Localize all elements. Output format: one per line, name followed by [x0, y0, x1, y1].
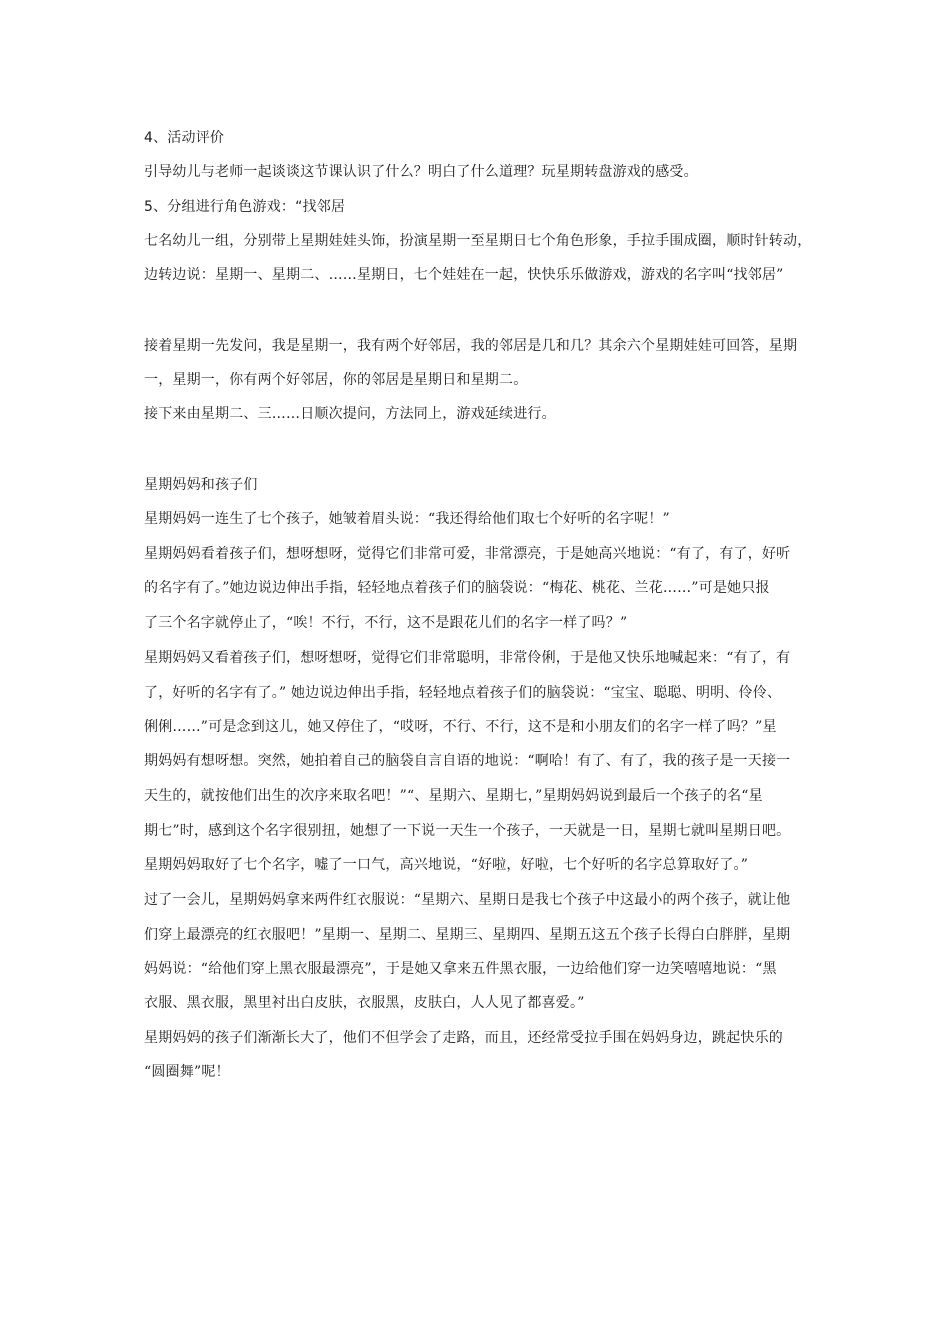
story-title: 星期妈妈和孩子们: [144, 477, 258, 493]
story-line: 了，好听的名字有了。” 她边说边伸出手指，轻轻地点着孩子们的脑袋说：“宝宝、聪聪、明明、伶伶、: [144, 685, 782, 701]
section-5-paragraph-1-line-2: 边转边说：星期一、星期二、……星期日，七个娃娃在一起，快快乐乐做游戏，游戏的名字叫“找邻居”: [144, 267, 784, 283]
story-line: 星期妈妈一连生了七个孩子，她皱着眉头说：“我还得给他们取七个好听的名字呢！”: [144, 511, 670, 527]
story-line: 衣服、黑衣服，黑里衬出白皮肤，衣服黑，皮肤白，人人见了都喜爱。”: [144, 995, 585, 1011]
section-4-heading: 4、活动评价: [144, 130, 225, 146]
section-4-text: 引导幼儿与老师一起谈谈这节课认识了什么？明白了什么道理？玩星期转盘游戏的感受。: [144, 164, 698, 180]
story-line: 星期妈妈看着孩子们，想呀想呀，觉得它们非常可爱，非常漂亮，于是她高兴地说：“有了，有了，好听: [144, 546, 791, 562]
story-line: 们穿上最漂亮的红衣服吧！”星期一、星期二、星期三、星期四、星期五这五个孩子长得白白胖胖，星期: [144, 927, 791, 943]
story-line: 期七”时，感到这个名字很别扭，她想了一下说一天生一个孩子，一天就是一日，星期七就叫星期日吧。: [144, 823, 791, 839]
story-line: 星期妈妈又看着孩子们，想呀想呀，觉得它们非常聪明，非常伶俐，于是他又快乐地喊起来：“有了，有: [144, 650, 791, 666]
story-line: 过了一会儿，星期妈妈拿来两件红衣服说：“星期六、星期日是我七个孩子中这最小的两个孩子，就让他: [144, 892, 791, 908]
story-line: 天生的，就按他们出生的次序来取名吧！”“、星期六、星期七，”星期妈妈说到最后一个孩子的名“星: [144, 788, 763, 804]
story-line: 的名字有了。”她边说边伸出手指，轻轻地点着孩子们的脑袋说：“梅花、桃花、兰花……”可是她只报: [144, 580, 770, 596]
section-5-paragraph-3: 接下来由星期二、三……日顺次提问，方法同上，游戏延续进行。: [144, 406, 556, 422]
story-line: 了三个名字就停止了，“唉！不行，不行，这不是跟花儿们的名字一样了吗？”: [144, 615, 628, 631]
story-line: 俐俐……”可是念到这儿，她又停住了，“哎呀，不行、不行，这不是和小朋友们的名字一样了吗？”星: [144, 719, 777, 735]
story-line: 星期妈妈取好了七个名字，嘘了一口气，高兴地说，“好啦，好啦，七个好听的名字总算取好了。”: [144, 857, 749, 873]
story-line: 期妈妈有想呀想。突然，她拍着自己的脑袋自言自语的地说：“啊哈！有了、有了，我的孩子是一天接一: [144, 753, 791, 769]
story-line: “圆圈舞”呢！: [144, 1064, 230, 1080]
story-line: 星期妈妈的孩子们渐渐长大了，他们不但学会了走路，而且，还经常受拉手围在妈妈身边，跳起快乐的: [144, 1030, 783, 1046]
section-5-paragraph-2-line-1: 接着星期一先发问，我是星期一，我有两个好邻居，我的邻居是几和几？其余六个星期娃娃可回答，星期: [144, 338, 798, 354]
section-5-heading: 5、分组进行角色游戏：“找邻居: [144, 199, 346, 215]
section-5-paragraph-2-line-2: 一，星期一，你有两个好邻居，你的邻居是星期日和星期二。: [144, 372, 528, 388]
section-5-paragraph-1-line-1: 七名幼儿一组，分别带上星期娃娃头饰，扮演星期一至星期日七个角色形象，手拉手围成圈，顺时针转动，: [144, 233, 812, 249]
story-line: 妈妈说：“给他们穿上黑衣服最漂亮”，于是她又拿来五件黑衣服，一边给他们穿一边笑嘻嘻地说：“黑: [144, 961, 777, 977]
